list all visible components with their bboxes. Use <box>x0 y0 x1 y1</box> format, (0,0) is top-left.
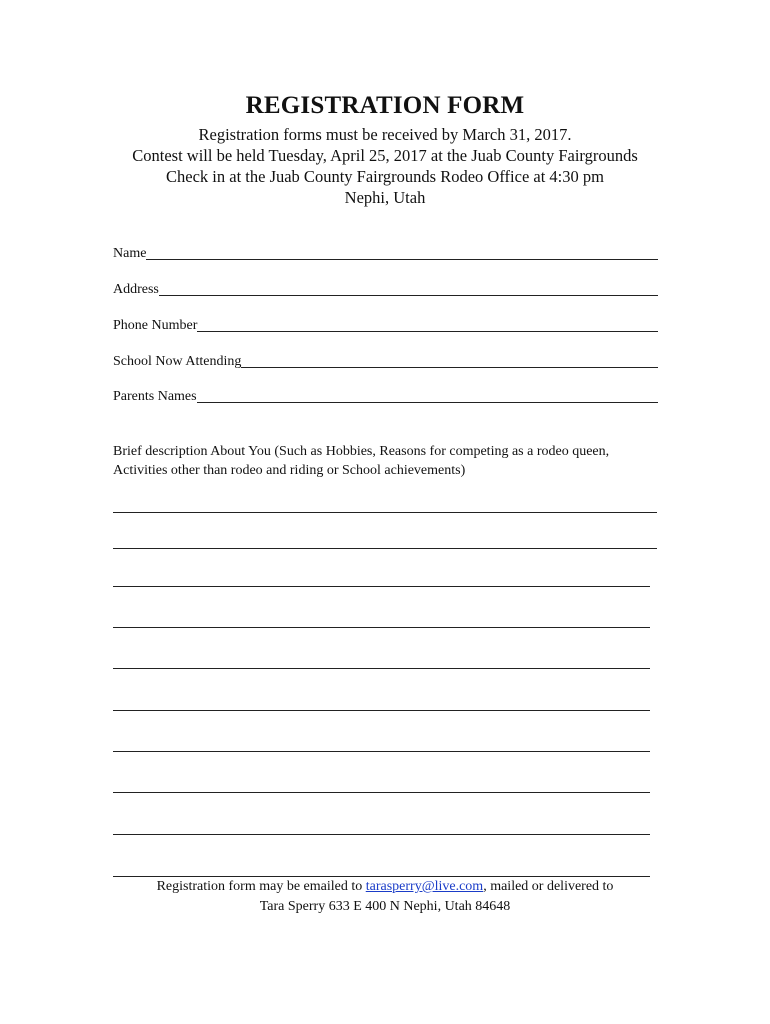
phone-label: Phone Number <box>113 318 198 333</box>
footer-address-line: Tara Sperry 633 E 400 N Nephi, Utah 84648 <box>259 899 511 914</box>
name-field[interactable] <box>113 244 658 264</box>
school-field[interactable] <box>113 352 658 372</box>
parents-field[interactable] <box>113 387 658 407</box>
phone-field[interactable] <box>113 316 658 336</box>
description-prompt-line-2: Activities other than rodeo and riding or School achievements) <box>113 463 466 478</box>
description-answer-line[interactable] <box>113 548 657 549</box>
check-in-line: Check in at the Juab County Fairgrounds Rodeo Office at 4:30 pm <box>166 167 604 186</box>
footer-submission-line <box>0 877 770 897</box>
description-answer-line[interactable] <box>113 668 650 669</box>
description-answer-line[interactable] <box>113 512 657 513</box>
footer-text-before-email: Registration form may be emailed to <box>156 879 366 894</box>
parents-label: Parents Names <box>113 389 197 404</box>
description-answer-line[interactable] <box>113 792 650 793</box>
email-link[interactable]: tarasperry@live.com <box>365 879 484 894</box>
description-answer-line[interactable] <box>113 627 650 628</box>
form-title: REGISTRATION FORM <box>245 92 525 119</box>
phone-blank-line[interactable] <box>197 330 658 332</box>
school-blank-line[interactable] <box>241 366 658 368</box>
address-field[interactable] <box>113 280 658 300</box>
address-label: Address <box>113 282 159 297</box>
description-answer-line[interactable] <box>113 834 650 835</box>
address-blank-line[interactable] <box>159 294 658 296</box>
deadline-line: Registration forms must be received by March 31, 2017. <box>198 125 572 144</box>
description-answer-line[interactable] <box>113 586 650 587</box>
school-label: School Now Attending <box>113 354 242 369</box>
description-prompt-line-1: Brief description About You (Such as Hobbies, Reasons for competing as a rodeo queen, <box>113 444 610 459</box>
location-line: Nephi, Utah <box>344 188 426 207</box>
footer-text-after-email: , mailed or delivered to <box>483 879 614 894</box>
contest-date-line: Contest will be held Tuesday, April 25, 2017 at the Juab County Fairgrounds <box>132 146 638 165</box>
description-prompt <box>113 442 673 480</box>
description-answer-line[interactable] <box>113 710 650 711</box>
name-blank-line[interactable] <box>146 258 658 260</box>
parents-blank-line[interactable] <box>197 401 658 403</box>
description-answer-line[interactable] <box>113 751 650 752</box>
name-label: Name <box>113 246 147 261</box>
